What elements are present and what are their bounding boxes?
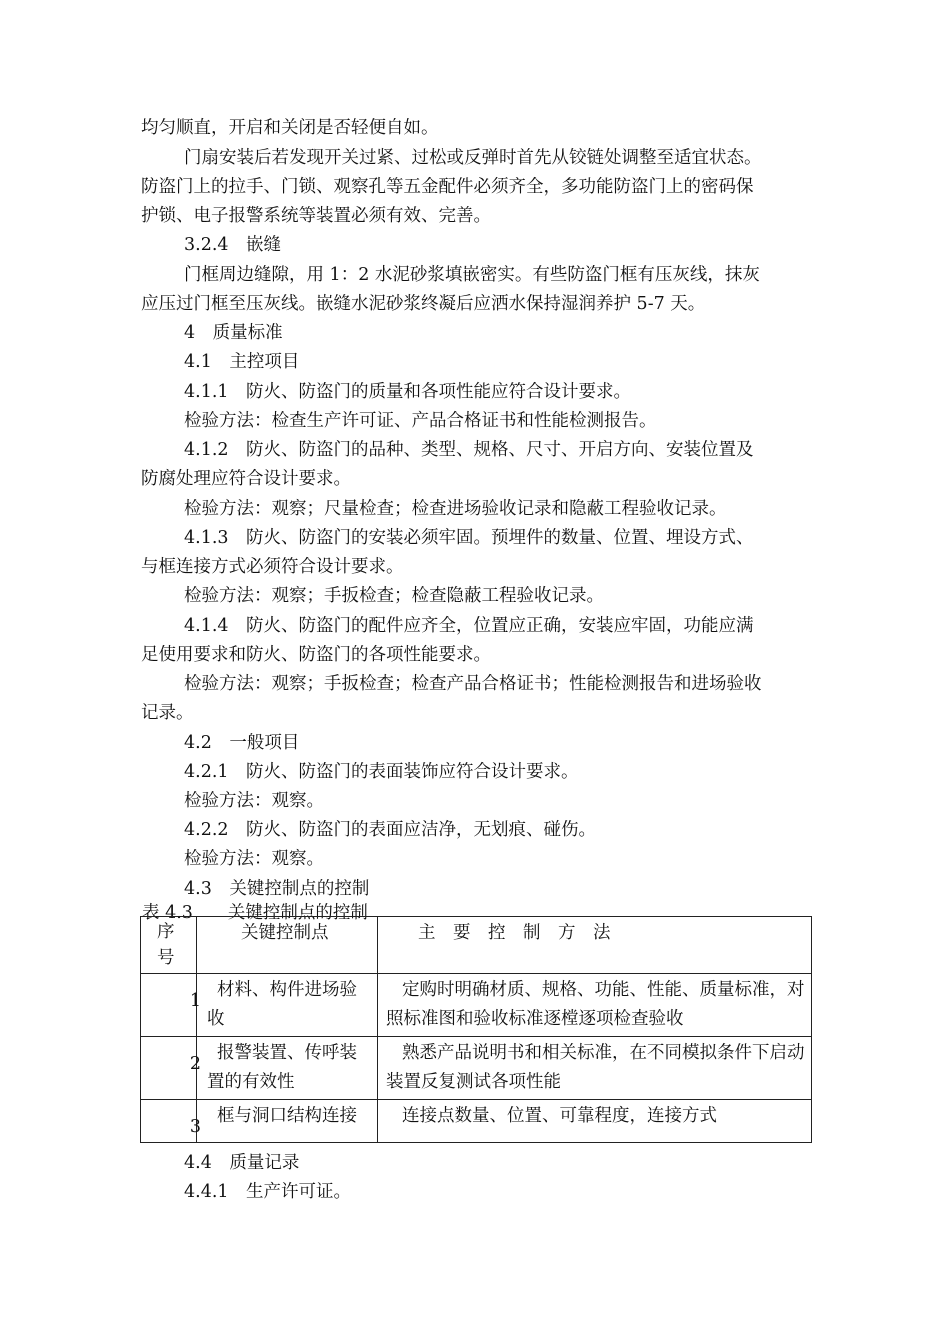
header-method: 主 要 控 制 方 法 [418,923,611,943]
paragraph-line: 应压过门框至压灰线。嵌缝水泥砂浆终凝后应洒水保持湿润养护 5-7 天。 [141,294,706,314]
paragraph-line: 记录。 [141,703,194,723]
paragraph-line: 检验方法：观察；手扳检查；检查隐蔽工程验收记录。 [184,586,604,606]
header-key-point: 关键控制点 [241,923,329,943]
section-heading: 3.2.4 嵌缝 [184,235,282,255]
row-key-point: 材料、构件进场验收 [207,980,357,1029]
row-method: 连接点数量、位置、可靠程度，连接方式 [402,1106,717,1126]
paragraph-line: 检验方法：观察。 [184,791,324,811]
table-row [141,1100,812,1143]
paragraph-line: 门扇安装后若发现开关过紧、过松或反弹时首先从铰链处调整至适宜状态。 [184,148,762,168]
section-heading: 4.1 主控项目 [184,352,300,372]
row-method: 定购时明确材质、规格、功能、性能、质量标准，对照标准图和验收标准逐樘逐项检查验收 [386,980,805,1029]
section-heading: 4.4 质量记录 [184,1153,300,1173]
row-number: 3 [189,1117,201,1137]
row-number: 1 [189,991,201,1011]
table-header-row [141,917,812,974]
section-heading: 4.3 关键控制点的控制 [184,879,370,899]
table-row [141,974,812,1037]
paragraph-line: 与框连接方式必须符合设计要求。 [141,557,404,577]
row-key-point: 框与洞口结构连接 [217,1106,357,1126]
paragraph-line: 4.1.4 防火、防盗门的配件应齐全，位置应正确，安装应牢固，功能应满 [184,616,754,636]
row-key-point: 报警装置、传呼装置的有效性 [207,1043,357,1092]
paragraph-line: 门框周边缝隙，用 1：2 水泥砂浆填嵌密实。有些防盗门框有压灰线，抹灰 [184,265,760,285]
paragraph-line: 足使用要求和防火、防盗门的各项性能要求。 [141,645,491,665]
control-points-table [140,916,812,1143]
paragraph-line: 4.1.1 防火、防盗门的质量和各项性能应符合设计要求。 [184,382,632,402]
paragraph-line: 检验方法：检查生产许可证、产品合格证书和性能检测报告。 [184,411,657,431]
paragraph-line: 防盗门上的拉手、门锁、观察孔等五金配件必须齐全，多功能防盗门上的密码保 [141,177,754,197]
section-heading: 4 质量标准 [184,323,283,343]
paragraph-line: 护锁、电子报警系统等装置必须有效、完善。 [141,206,491,226]
header-seq: 序号 [157,922,175,968]
paragraph-line: 检验方法：观察；尺量检查；检查进场验收记录和隐蔽工程验收记录。 [184,499,727,519]
paragraph-line: 4.1.2 防火、防盗门的品种、类型、规格、尺寸、开启方向、安装位置及 [184,440,754,460]
paragraph-line: 4.2.1 防火、防盗门的表面装饰应符合设计要求。 [184,762,579,782]
table-row [141,1037,812,1100]
paragraph-line: 4.4.1 生产许可证。 [184,1182,352,1202]
paragraph-line: 4.1.3 防火、防盗门的安装必须牢固。预埋件的数量、位置、埋设方式、 [184,528,754,548]
paragraph-line: 检验方法：观察。 [184,849,324,869]
paragraph-line: 均匀顺直，开启和关闭是否轻便自如。 [141,118,439,138]
paragraph-line: 4.2.2 防火、防盗门的表面应洁净，无划痕、碰伤。 [184,820,597,840]
row-number: 2 [189,1054,201,1074]
paragraph-line: 防腐处理应符合设计要求。 [141,469,351,489]
row-method: 熟悉产品说明书和相关标准，在不同模拟条件下启动装置反复测试各项性能 [386,1043,805,1092]
section-heading: 4.2 一般项目 [184,733,300,753]
paragraph-line: 检验方法：观察；手扳检查；检查产品合格证书；性能检测报告和进场验收 [184,674,762,694]
table-caption: 表 4.3 关键控制点的控制 [142,903,368,923]
